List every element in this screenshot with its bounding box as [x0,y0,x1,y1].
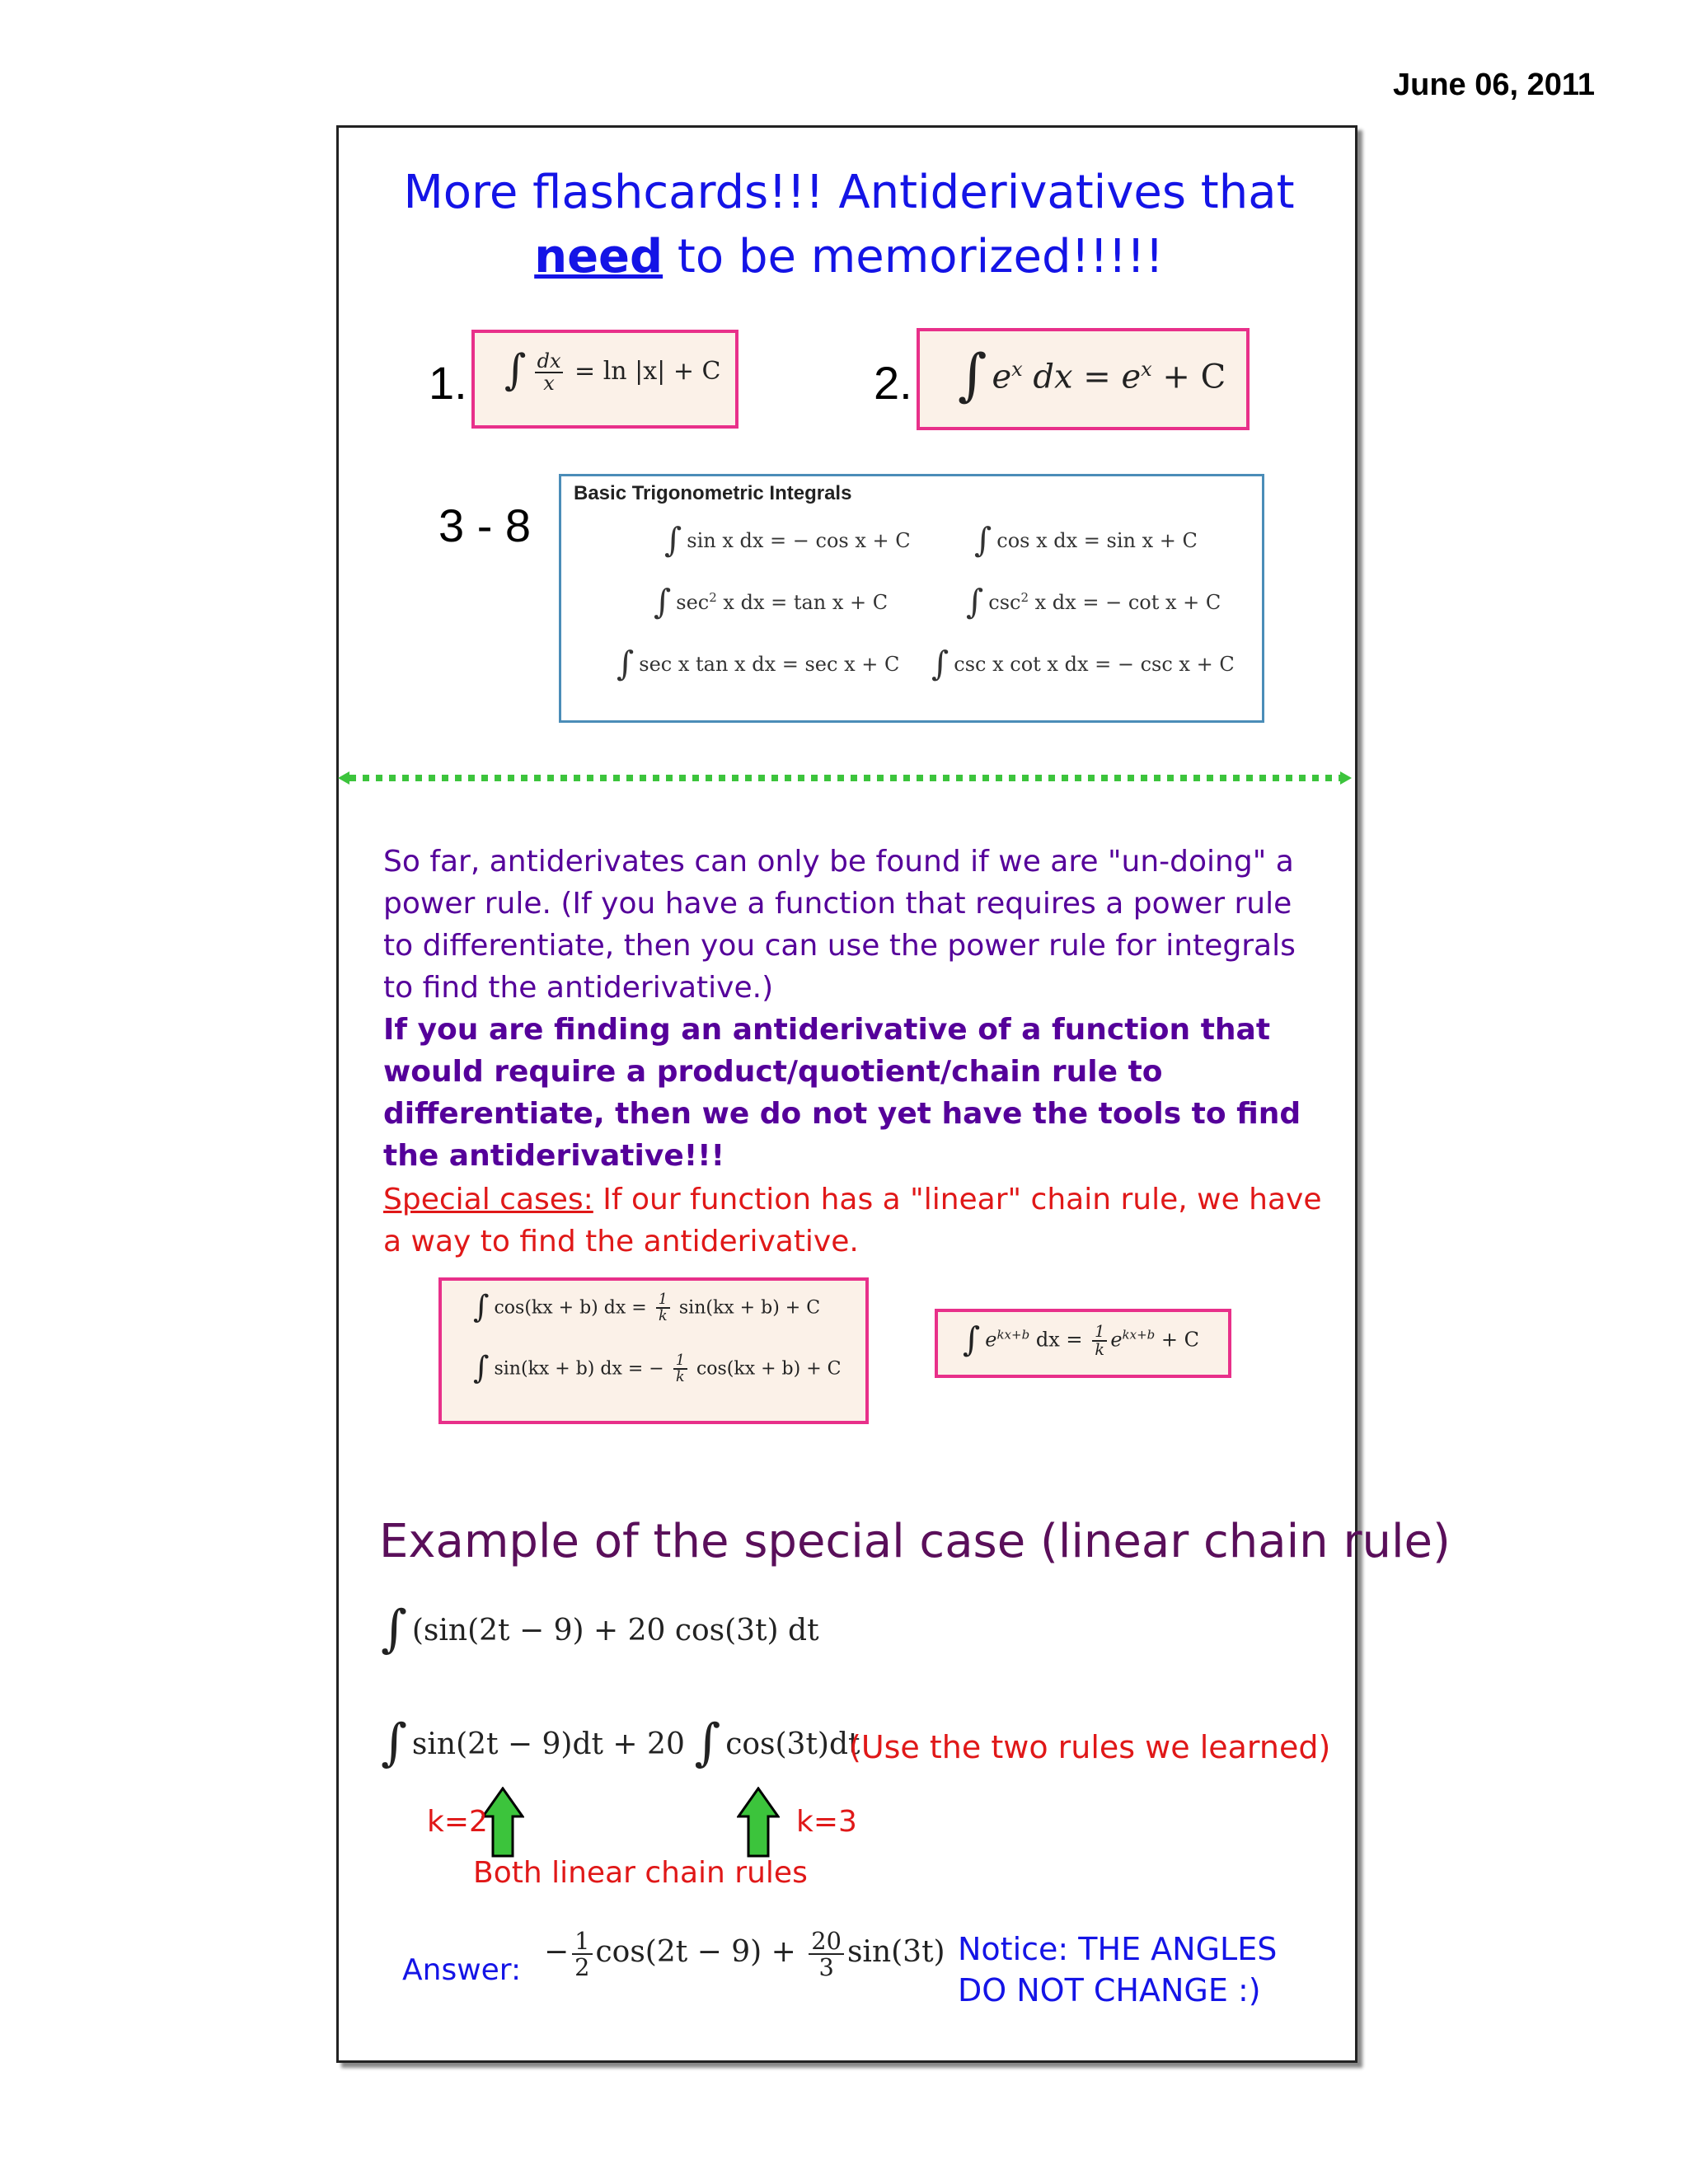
answer-frac2-num: 20 [809,1929,844,1955]
trig-csc2: ∫ $\csc^2 x$ dx = − cot x + C [966,581,1221,621]
rule-exp-sup: kx+b [996,1327,1030,1343]
rule-cos-rhs: sin(kx + b) + C [678,1297,821,1319]
trig-csccot: ∫ csc x cot x dx = − csc x + C [931,643,1235,683]
page-title [363,161,1335,289]
example-title: Example of the special case (linear chain rule) [379,1515,1451,1568]
example-line-2b: cos(3t)dt [725,1727,860,1761]
divider-right-arrow [1340,771,1352,785]
label-k2: k=2 [427,1805,488,1839]
label-k3: k=3 [796,1805,857,1839]
formula-card-2 [917,328,1250,430]
answer-middle: cos(2t − 9) + [595,1935,796,1970]
answer-expression: − $\frac{1}{2}$ cos(2t − 9) + $\frac{20}{3}$ sin(3t) [544,1927,945,1982]
exp-sup-2: x [1141,358,1152,381]
exp-sup-1: x [1011,358,1023,381]
trig-sec2: ∫ $\sec^2 x$ dx = tan x + C [654,581,889,621]
answer-end: sin(3t) [846,1935,945,1970]
trig-cos-text: cos x dx = sin x + C [996,529,1198,552]
example-line-2a: sin(2t − 9)dt + 20 [411,1727,685,1761]
trig-csc2-post: x dx = − cot x + C [1029,591,1221,614]
rule-exp: ∫ $e^{kx+b}$ dx = $\frac{1}{k}$ $e^{kx+b} + C$ [963,1319,1199,1360]
ln-numerator: dx [535,351,564,373]
card-number-3-8: 3 - 8 [438,499,532,551]
rule-cos-frac-den: k [658,1308,668,1325]
ln-denominator: x [543,372,555,396]
formula-exp: ∫ $e^x$ dx = $e^x + C$ [958,343,1226,409]
rule-sin-frac-den: k [676,1369,685,1386]
linear-exp-rule-card [935,1309,1231,1378]
answer-frac1-num: 1 [572,1929,592,1955]
trig-sec2-sq: 2 [709,590,717,605]
divider-left-arrow [338,771,349,785]
label-both-linear: Both linear chain rules [473,1856,808,1890]
trig-sectan: ∫ sec x tan x dx = sec x + C [617,643,900,683]
rule-exp-sup-2: kx+b [1122,1327,1156,1343]
exp-base: e [992,358,1012,396]
rule-exp-mid: dx = [1029,1328,1083,1352]
notice-line-1: Notice: THE ANGLES [958,1931,1278,1967]
arrow-up-icon [737,1787,780,1858]
title-line-2-rest: to be memorized!!!!! [663,230,1164,284]
explanation-paragraph [383,841,1315,1177]
trig-cos: ∫ cos x dx = sin x + C [974,519,1198,560]
trig-csc2-sq: 2 [1020,590,1029,605]
example-hint: (Use the two rules we learned) [849,1729,1331,1765]
dotted-divider [338,771,1352,785]
rule-sin-rhs: cos(kx + b) + C [696,1358,842,1380]
trig-sin: ∫ sin x dx = − cos x + C [664,519,911,560]
example-integral-2: ∫ sin(2t − 9)dt + 20 ∫ cos(3t)dt [381,1713,860,1773]
card-number-2: 2. [874,357,912,409]
special-cases-body: If our function has a "linear" chain rule, we have a way to find the antiderivative. [383,1183,1322,1258]
rule-exp-end: + C [1155,1328,1199,1352]
rule-sin-lhs: sin(kx + b) dx = − [494,1358,664,1380]
trig-heading: Basic Trigonometric Integrals [574,482,852,504]
special-cases-label: Special cases: [383,1183,593,1216]
title-line-1: More flashcards!!! Antiderivatives that [403,166,1295,219]
rule-cos-lhs: cos(kx + b) dx = [494,1297,647,1319]
formula-card-1 [471,330,738,429]
formula-ln: ∫ $\frac{dx}{x}$ = ln |x| + C [504,346,721,396]
title-need-word: need [534,230,663,284]
trig-sin-text: sin x dx = − cos x + C [687,529,911,552]
rule-cos: ∫ cos(kx + b) dx = $\frac{1}{k}$ sin(kx + b) + C [473,1287,821,1325]
rule-cos-frac-num: 1 [656,1292,670,1309]
answer-frac1-den: 2 [574,1953,590,1982]
rule-exp-base-2: e [1110,1328,1123,1352]
rule-sin: ∫ sin(kx + b) dx = − $\frac{1}{k}$ cos(kx + b) + C [473,1348,842,1386]
linear-trig-rules-card [438,1277,869,1424]
notice-text [958,1929,1277,2011]
ln-rhs: = ln |x| + C [574,357,721,387]
card-number-1: 1. [429,357,467,409]
example-line-1-text: (sin(2t − 9) + 20 cos(3t) dt [411,1614,819,1647]
page-date: June 06, 2011 [1393,68,1596,102]
rule-exp-frac-den: k [1095,1340,1105,1360]
trig-csccot-text: csc x cot x dx = − csc x + C [954,653,1235,676]
paragraph-bold: If you are finding an antiderivative of a function that would require a product/quotient/chain rule to differentiate, then we do not yet have the tools to find the antiderivative!!! [383,1013,1301,1173]
special-cases-text [383,1179,1323,1263]
answer-frac2-den: 3 [818,1953,834,1982]
exp-end: + C [1151,358,1226,396]
rule-exp-frac-num: 1 [1092,1324,1107,1342]
notice-line-2: DO NOT CHANGE :) [958,1972,1261,2008]
exp-mid: dx = e [1022,358,1142,396]
trig-sectan-text: sec x tan x dx = sec x + C [639,653,900,676]
rule-exp-base: e [985,1328,997,1352]
trig-csc2-pre: csc [988,591,1021,614]
trig-sec2-pre: sec [676,591,710,614]
answer-label: Answer: [402,1953,522,1987]
paragraph-normal: So far, antiderivates can only be found if we are "un-doing" a power rule. (If you have a function that requires a power rule to differentiate, then you can use the power rule for integrals to find the antiderivative.) [383,845,1296,1005]
example-integral-1: ∫ (sin(2t − 9) + 20 cos(3t) dt [381,1600,819,1659]
rule-sin-frac-num: 1 [673,1353,687,1370]
title-line-2 [363,225,1335,289]
trig-sec2-post: x dx = tan x + C [716,591,889,614]
